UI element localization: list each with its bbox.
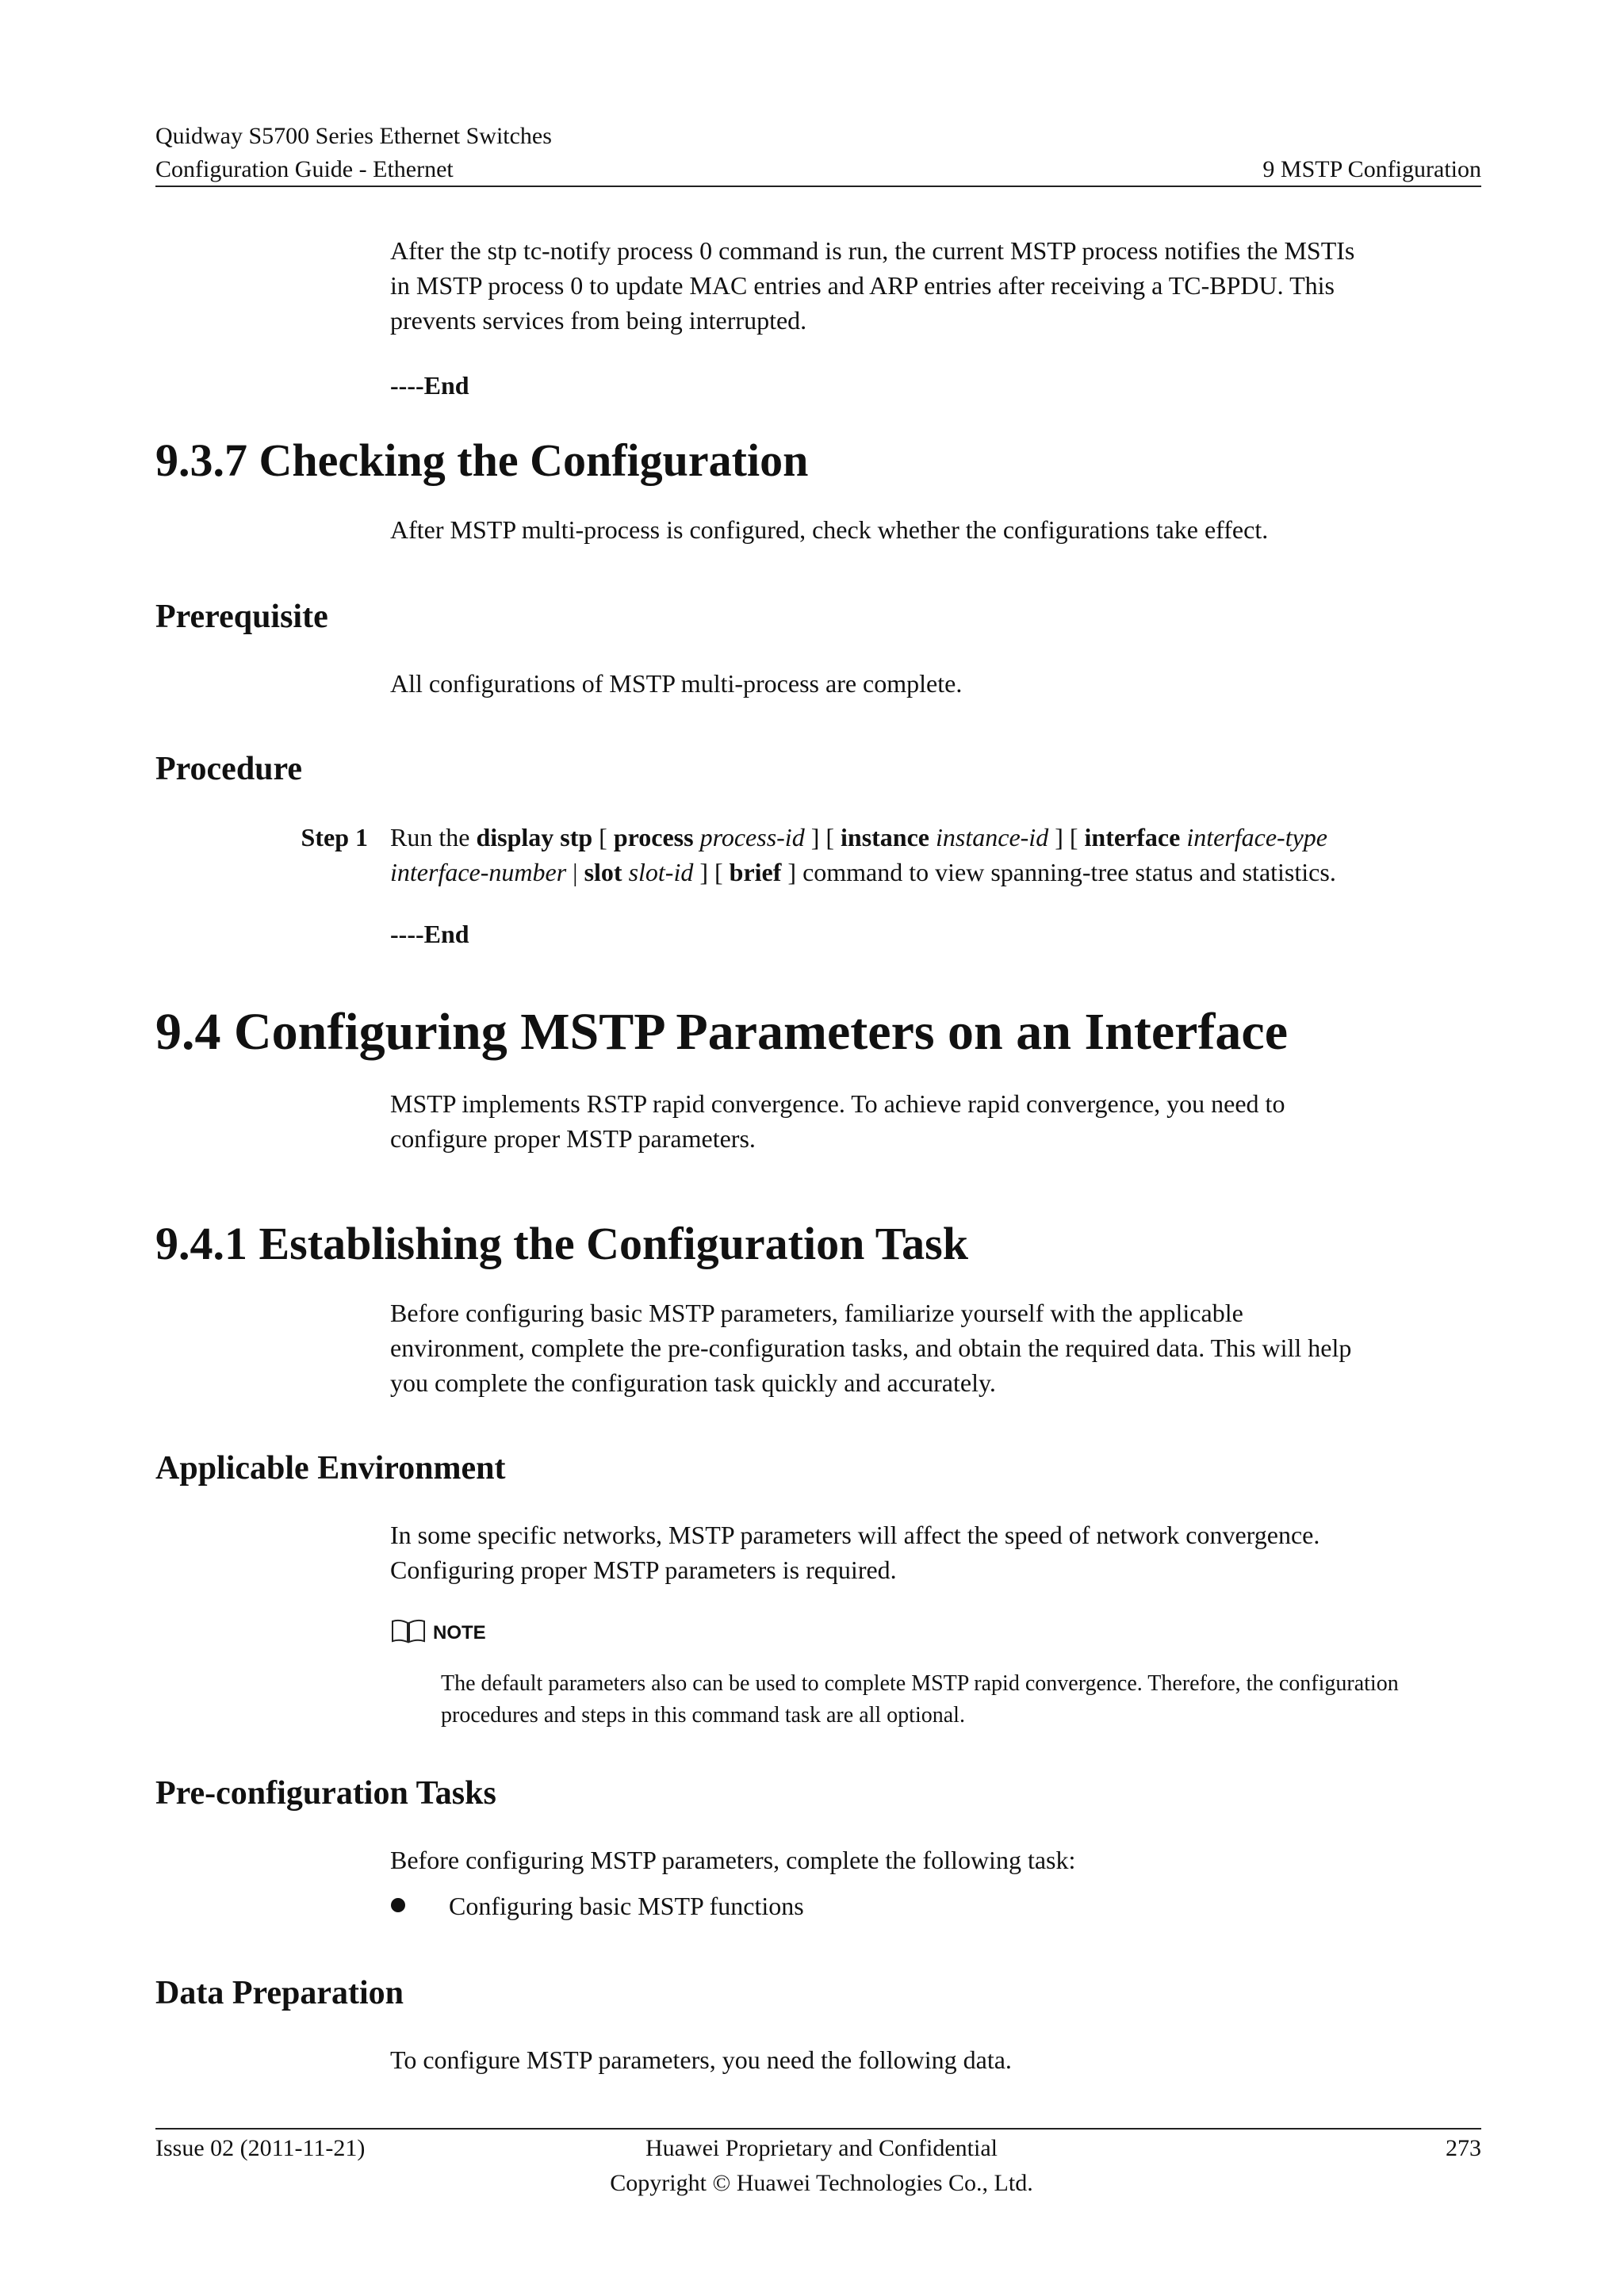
step-label: Step 1 [301,823,368,851]
note-book-icon [390,1617,427,1646]
end-marker: ----End [390,371,469,400]
header-product-title: Quidway S5700 Series Ethernet Switches [155,123,552,149]
bullet-icon [391,1898,405,1912]
pre-configuration-tasks-text: Before configuring MSTP parameters, complete the following task: [390,1846,1076,1874]
section-9-4-text: MSTP implements RSTP rapid convergence. To achieve rapid convergence, you need to configure proper MSTP parameters. [390,1089,1285,1153]
header-guide-title: Configuration Guide - Ethernet [155,156,454,182]
section-9-4-1-text: Before configuring basic MSTP parameters, familiarize yourself with the applicable environment, complete the pre-configuration tasks, and obtain the required data. This will help you complete the configuration task quickly and accurately. [390,1299,1352,1397]
prerequisite-heading: Prerequisite [155,599,328,635]
end-marker-2: ----End [390,920,469,948]
pre-configuration-tasks-heading: Pre-configuration Tasks [155,1775,496,1812]
header-rule [155,186,1481,187]
data-preparation-heading: Data Preparation [155,1975,404,2011]
procedure-heading: Procedure [155,751,303,787]
intro-paragraph: After the stp tc-notify process 0 command is run, the current MSTP process notifies the MSTIs in MSTP process 0 to update MAC entries and ARP entries after receiving a TC-BPDU. This prevents services from being interrupted. [390,236,1355,335]
section-heading-9-4: 9.4 Configuring MSTP Parameters on an Interface [155,1003,1288,1061]
footer-copyright: Copyright © Huawei Technologies Co., Ltd. [610,2170,1033,2196]
prerequisite-text: All configurations of MSTP multi-process are complete. [390,669,963,698]
section-heading-9-3-7: 9.3.7 Checking the Configuration [155,434,809,486]
footer-proprietary: Huawei Proprietary and Confidential [645,2135,998,2161]
header-chapter: 9 MSTP Configuration [1262,156,1481,182]
page-number: 273 [1446,2135,1481,2161]
data-preparation-text: To configure MSTP parameters, you need the following data. [390,2045,1012,2074]
section-9-3-7-text: After MSTP multi-process is configured, check whether the configurations take effect. [390,515,1269,544]
footer-issue: Issue 02 (2011-11-21) [155,2135,366,2161]
applicable-environment-text: In some specific networks, MSTP parameters will affect the speed of network convergence. Configuring proper MSTP parameters is required. [390,1521,1320,1584]
note-text: The default parameters also can be used to complete MSTP rapid convergence. Therefore, the configuration procedures and steps in this command task are all optional. [441,1671,1399,1728]
step-1-text: Run the display stp [ process process-id ] [ instance instance-id ] [ interface interface-type interface-number | slot slot-id ] [ brief ] command to view spanning-tree status and statistics. [390,823,1336,886]
section-heading-9-4-1: 9.4.1 Establishing the Configuration Task [155,1218,968,1269]
applicable-environment-heading: Applicable Environment [155,1450,506,1487]
footer-rule [155,2128,1481,2130]
list-item: Configuring basic MSTP functions [449,1892,804,1920]
note-label: NOTE [433,1622,486,1644]
